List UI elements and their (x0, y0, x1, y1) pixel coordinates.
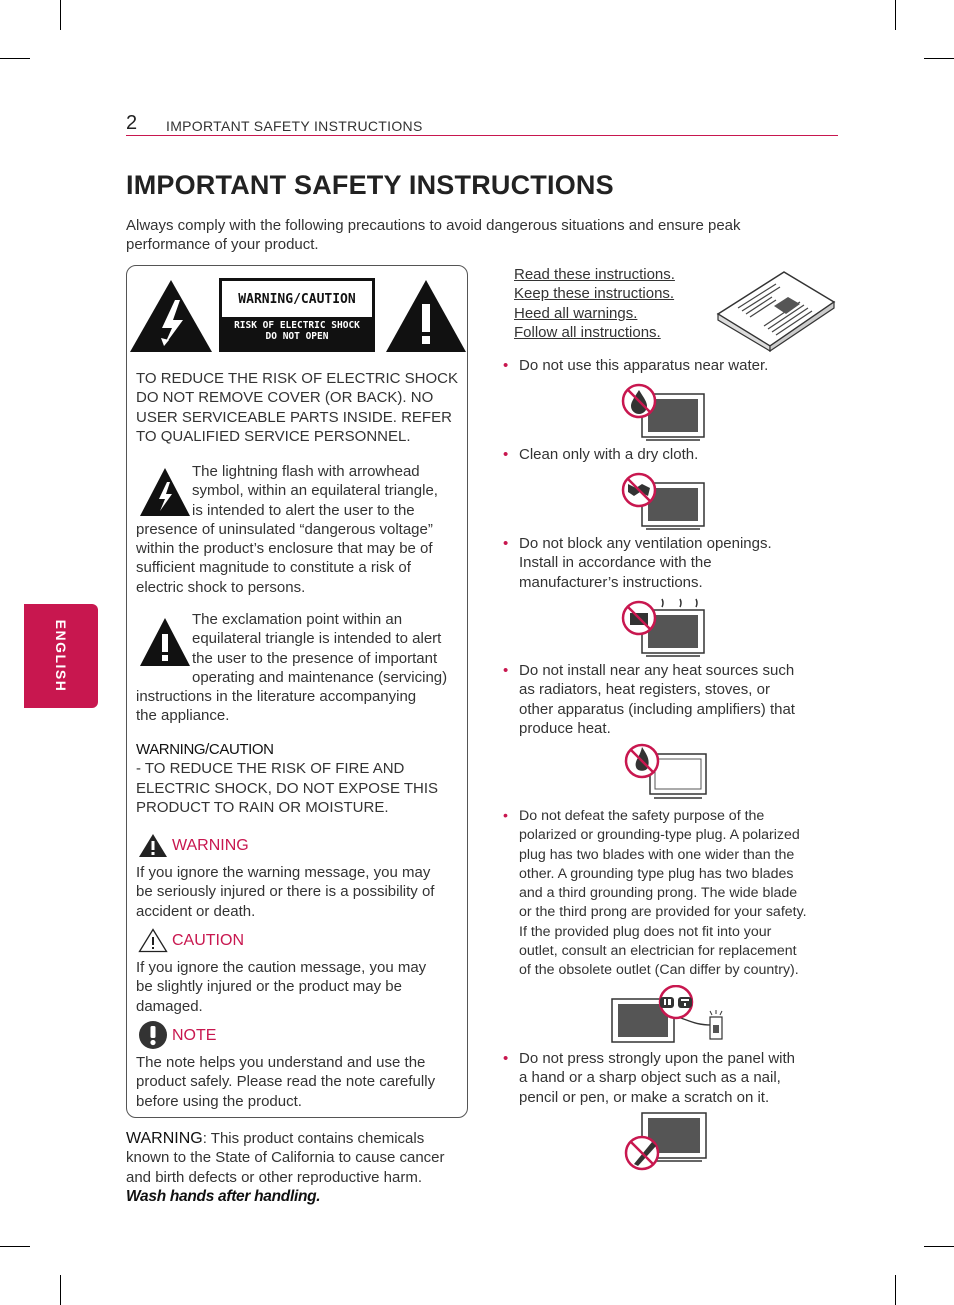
text-line: the appliance. (136, 707, 230, 725)
text-line: TO REDUCE THE RISK OF ELECTRIC SHOCK (136, 370, 458, 387)
bullet-marker: • (503, 662, 509, 679)
text-line: Install in accordance with the (519, 554, 712, 572)
text-line: is intended to alert the user to the (192, 501, 415, 519)
header-rule (126, 135, 838, 136)
warning-heading: WARNING (172, 837, 249, 854)
warning-label-top: WARNING/CAUTION (222, 281, 372, 317)
caution-description (136, 958, 464, 1016)
text-line: other apparatus (including amplifiers) that (519, 700, 795, 718)
crop-mark (60, 1275, 61, 1305)
bullet-marker: • (503, 535, 509, 552)
text-line: as radiators, heat registers, stoves, or (519, 681, 770, 699)
bullet-marker: • (503, 357, 509, 374)
text-line: or the third prong are provided for your safety. (519, 904, 807, 921)
text-line: manufacturer’s instructions. (519, 573, 703, 591)
text-line: sufficient magnitude to constitute a risk of (136, 559, 411, 577)
text-line: be seriously injured or there is a possibility of (136, 883, 435, 901)
warning-label-bottom (219, 320, 375, 342)
crop-mark (924, 58, 954, 59)
prop65-emphasis: Wash hands after handling. (126, 1187, 321, 1205)
text-line: known to the State of California to cause cancer (126, 1149, 445, 1167)
lightning-triangle-icon (128, 278, 214, 354)
text-line: presence of uninsulated “dangerous voltage” (136, 520, 433, 538)
no-water-tv-icon (620, 382, 706, 442)
text-line: DO NOT REMOVE COVER (OR BACK). NO (136, 389, 434, 407)
text-line: If you ignore the warning message, you may (136, 864, 431, 881)
exclamation-triangle-icon (384, 278, 468, 354)
text-line: and a third grounding prong. The wide blade (519, 885, 798, 902)
note-icon (138, 1020, 168, 1050)
text-line: produce heat. (519, 719, 611, 737)
shock-warning-text (136, 369, 464, 446)
text-line: be slightly injured or the product may be (136, 978, 402, 996)
text-line: pencil or pen, or make a scratch on it. (519, 1088, 770, 1106)
text-line: TO QUALIFIED SERVICE PERSONNEL. (136, 427, 411, 445)
no-blocking-vent-icon (620, 597, 706, 659)
text-line: other. A grounding type plug has two blades (519, 865, 794, 882)
text-line: of the obsolete outlet (Can differ by country). (519, 962, 799, 979)
crop-mark (924, 1246, 954, 1247)
text-line: polarized or grounding-type plug. A polarized (519, 827, 800, 844)
text-line: USER SERVICEABLE PARTS INSIDE. REFER (136, 408, 452, 426)
bullet-marker: • (503, 808, 508, 824)
language-tab-label: ENGLISH (53, 619, 69, 693)
polarized-plug-icon (608, 985, 728, 1047)
warning-caution-label (219, 278, 375, 352)
manual-book-icon (714, 268, 838, 352)
text-line: Do not use this apparatus near water. (519, 357, 769, 374)
text-line: within the product’s enclosure that may be of (136, 540, 433, 558)
crop-mark (0, 58, 30, 59)
text-line: The note helps you understand and use the (136, 1054, 426, 1071)
text-line: Do not defeat the safety purpose of the (519, 808, 765, 824)
prop65-warning (126, 1129, 471, 1206)
text-line: product safely. Please read the note carefully (136, 1073, 436, 1091)
text-line: If the provided plug does not fit into your (519, 923, 772, 940)
text-line: Clean only with a dry cloth. (519, 446, 699, 463)
text-line: and birth defects or other reproductive harm. (126, 1168, 422, 1186)
page-title: IMPORTANT SAFETY INSTRUCTIONS (126, 170, 614, 200)
text-line: Do not block any ventilation openings. (519, 535, 772, 552)
text-line: : This product contains chemicals (202, 1130, 425, 1147)
warning-description (136, 863, 464, 921)
instruction-item: Follow all instructions. (514, 323, 661, 341)
running-header: IMPORTANT SAFETY INSTRUCTIONS (166, 118, 423, 134)
instructions-list (514, 265, 704, 342)
bullet-marker: • (503, 446, 509, 463)
text-line: operating and maintenance (servicing) (192, 668, 448, 686)
text-line: the user to the presence of important (192, 649, 438, 667)
text-line: The lightning flash with arrowhead (192, 463, 420, 480)
caution-heading: CAUTION (172, 932, 244, 949)
prop65-label: WARNING (126, 1130, 203, 1147)
text-line: a hand or a sharp object such as a nail, (519, 1069, 781, 1087)
text-line: symbol, within an equilateral triangle, (192, 482, 438, 500)
text-line: Do not install near any heat sources such (519, 662, 795, 679)
no-pressing-panel-icon (622, 1110, 710, 1172)
crop-mark (895, 0, 896, 30)
text-line: outlet, consult an electrician for replacement (519, 943, 797, 960)
instruction-item: Keep these instructions. (514, 285, 675, 303)
fire-warning-text (136, 740, 464, 817)
bullet-marker: • (503, 1050, 509, 1067)
text-line: PRODUCT TO RAIN OR MOISTURE. (136, 798, 389, 816)
text-line: - TO REDUCE THE RISK OF FIRE AND (136, 760, 405, 778)
text-line: electric shock to persons. (136, 578, 306, 596)
crop-mark (60, 0, 61, 30)
intro-text: Always comply with the following precautions to avoid dangerous situations and ensure peak performance of your product. (126, 217, 741, 253)
text-line: before using the product. (136, 1092, 302, 1110)
text-line: If you ignore the caution message, you may (136, 959, 427, 976)
text-line: damaged. (136, 997, 203, 1015)
language-tab (24, 604, 98, 708)
note-heading: NOTE (172, 1027, 217, 1044)
text-line: accident or death. (136, 902, 256, 920)
text-line: equilateral triangle is intended to alert (192, 630, 442, 648)
note-description (136, 1053, 464, 1111)
instruction-item: Heed all warnings. (514, 304, 638, 322)
no-heat-source-icon (620, 741, 710, 803)
page-number: 2 (126, 112, 138, 134)
text-line: The exclamation point within an (192, 611, 403, 628)
text-line: Do not press strongly upon the panel with (519, 1050, 795, 1067)
warning-icon (138, 833, 168, 858)
fire-warning-heading: WARNING/CAUTION (136, 741, 274, 758)
crop-mark (895, 1275, 896, 1305)
caution-icon (138, 928, 168, 953)
lightning-description (136, 462, 464, 597)
warning-label-line: RISK OF ELECTRIC SHOCK (234, 320, 360, 331)
warning-label-line: DO NOT OPEN (265, 331, 329, 342)
dry-cloth-tv-icon (620, 470, 706, 532)
instruction-item: Read these instructions. (514, 266, 675, 283)
exclamation-description (136, 610, 464, 726)
text-line: instructions in the literature accompanying (136, 688, 417, 706)
crop-mark (0, 1246, 30, 1247)
text-line: ELECTRIC SHOCK, DO NOT EXPOSE THIS (136, 779, 439, 797)
text-line: plug has two blades with one wider than the (519, 846, 795, 863)
